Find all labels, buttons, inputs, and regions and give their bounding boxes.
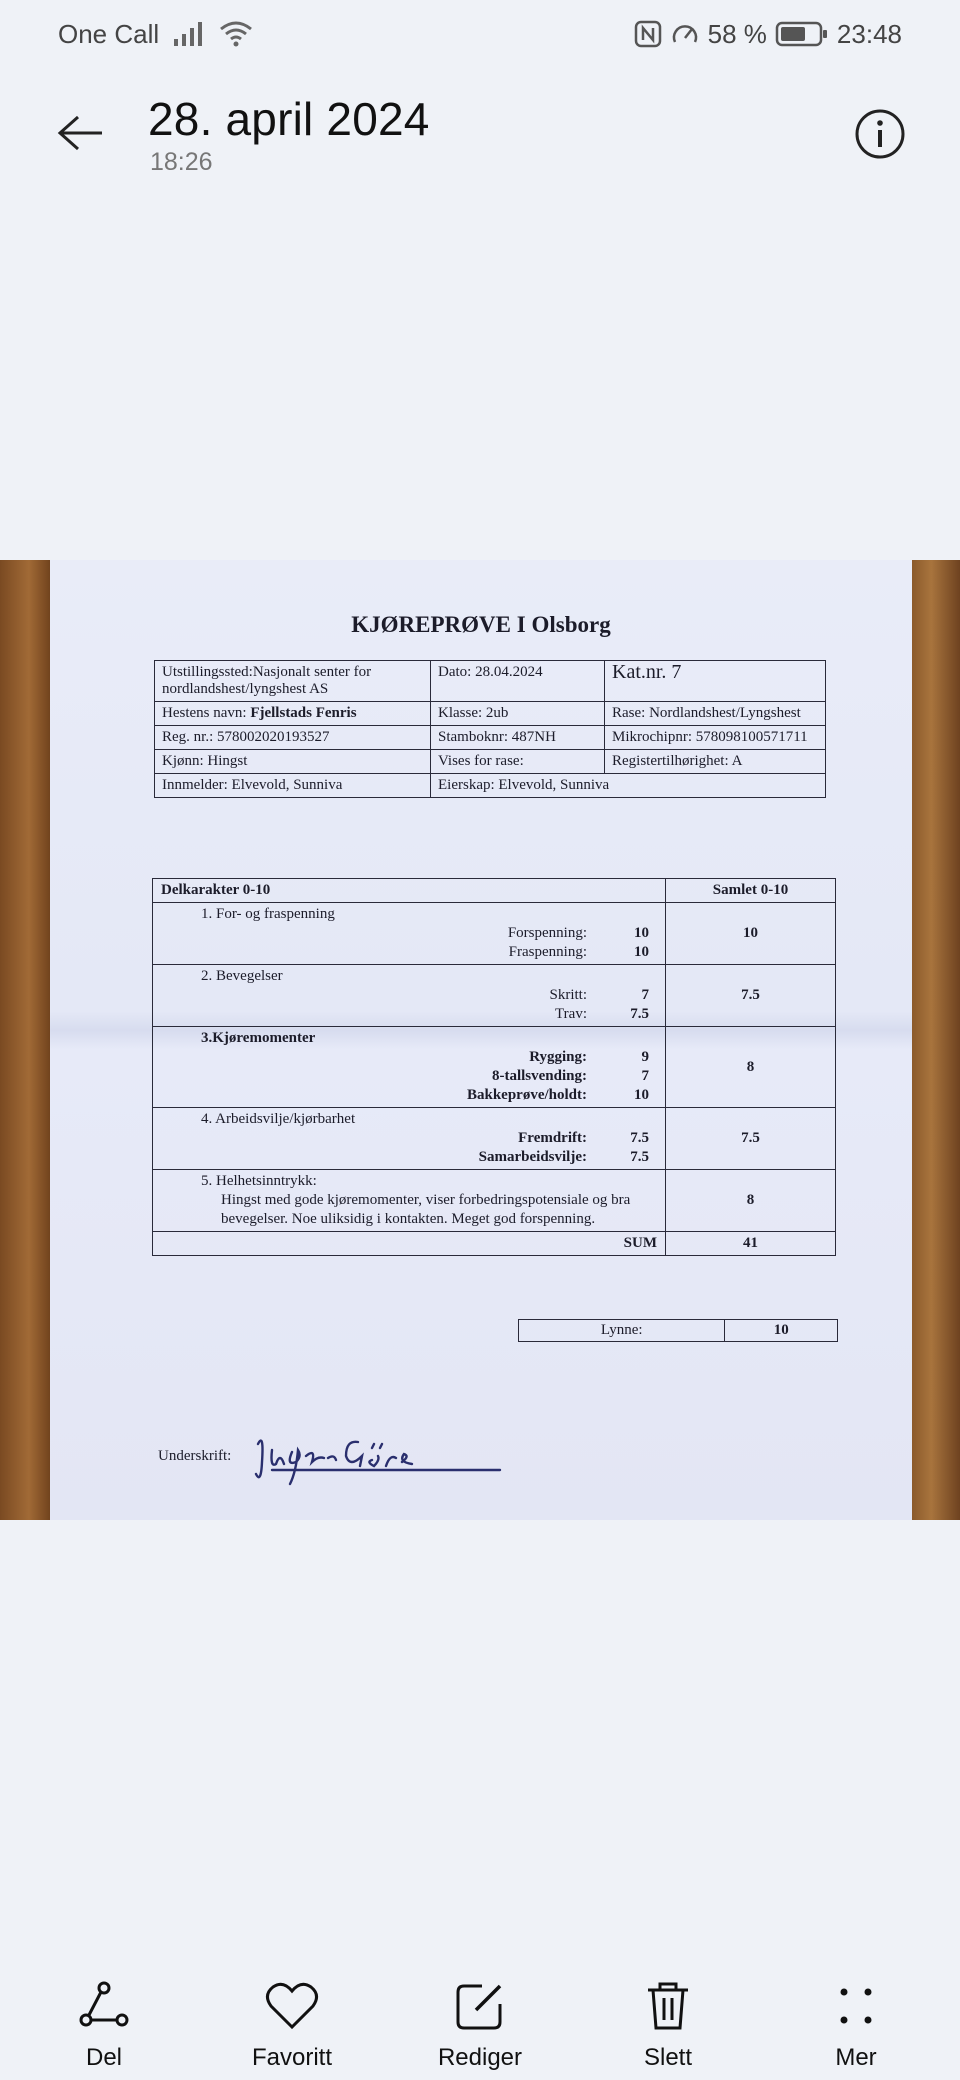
info-rase: Rase: Nordlandshest/Lyngshest (605, 702, 826, 726)
lynne-table (518, 1319, 838, 1342)
score-table (152, 878, 836, 1256)
app-header (0, 68, 960, 198)
photo-viewer[interactable] (0, 560, 960, 1520)
section-name: 1. For- og fraspenning (201, 906, 335, 922)
bottom-toolbar (0, 1950, 960, 2080)
item-label: Forspenning: (507, 925, 587, 941)
section-total: 7.5 (666, 1108, 836, 1170)
item-value: 10 (634, 1087, 649, 1103)
item-value: 10 (634, 944, 649, 960)
info-reg-nr: Reg. nr.: 578002020193527 (155, 726, 431, 750)
info-button[interactable] (850, 104, 910, 164)
section-name: 2. Bevegelser (201, 968, 283, 984)
info-innmelder: Innmelder: Elvevold, Sunniva (155, 774, 431, 798)
share-button[interactable] (29, 1978, 179, 2072)
item-label: Fremdrift: (518, 1130, 587, 1146)
item-label: Rygging: (529, 1049, 587, 1065)
status-bar (0, 0, 960, 68)
signal-icon (173, 21, 205, 47)
hestens-navn-value: Fjellstads Fenris (250, 705, 357, 721)
section-name: 3.Kjøremomenter (201, 1030, 316, 1046)
item-label: Samarbeidsvilje: (478, 1149, 587, 1165)
info-registertilhorighet: Registertilhørighet: A (605, 750, 826, 774)
section-total: 7.5 (666, 965, 836, 1027)
page-title: 28. april 2024 (148, 93, 430, 145)
section-name: 5. Helhetsinntrykk: (201, 1173, 317, 1189)
carrier-name: One Call (58, 18, 160, 49)
hestens-navn-label: Hestens navn: (162, 705, 247, 721)
info-utstillingssted: Utstillingssted:Nasjonalt senter for nordlandshest/lyngshest AS (155, 661, 431, 702)
sum-value: 41 (666, 1232, 836, 1256)
delete-button[interactable] (593, 1978, 743, 2072)
signature-label: Underskrift: (158, 1448, 232, 1464)
helhet-comment: Hingst med gode kjøremomenter, viser forbedringspotensiale og bra bevegelser. Noe uliksidig i kontakten. Meget god forspenning. (221, 1192, 631, 1227)
page-subtitle: 18:26 (150, 148, 213, 176)
info-eierskap: Eierskap: Elvevold, Sunniva (431, 774, 826, 798)
score-section (153, 1170, 836, 1232)
score-section (153, 965, 836, 1027)
item-label: 8-tallsvending: (491, 1068, 587, 1084)
speedometer-icon (670, 20, 700, 48)
info-icon (853, 107, 907, 161)
info-stamboknr: Stamboknr: 487NH (431, 726, 605, 750)
item-value: 7.5 (630, 1149, 649, 1165)
favorite-label: Favoritt (251, 2044, 332, 2071)
document-paper (50, 560, 912, 1520)
more-label: Mer (835, 2044, 877, 2071)
score-section (153, 1027, 836, 1108)
share-label: Del (85, 2044, 122, 2071)
battery-percent: 58 % (707, 18, 767, 49)
edit-label: Rediger (437, 2044, 523, 2071)
share-icon (76, 1978, 132, 2034)
item-value: 9 (641, 1049, 649, 1065)
info-hestens-navn (155, 702, 431, 726)
section-name: 4. Arbeidsvilje/kjørbarhet (201, 1111, 356, 1127)
item-value: 7.5 (630, 1130, 649, 1146)
item-value: 7 (641, 1068, 649, 1084)
item-value: 7 (641, 987, 649, 1003)
lynne-label: Lynne: (519, 1320, 725, 1342)
info-kjonn: Kjønn: Hingst (155, 750, 431, 774)
score-section (153, 1108, 836, 1170)
section-total: 8 (666, 1170, 836, 1232)
sum-label: SUM (153, 1232, 666, 1256)
horse-info-table (154, 660, 826, 798)
clock: 23:48 (836, 18, 902, 49)
info-dato: Dato: 28.04.2024 (431, 661, 605, 702)
document-title: KJØREPRØVE I Olsborg (351, 612, 611, 637)
section-total: 8 (666, 1027, 836, 1108)
signature (250, 1422, 510, 1492)
item-label: Trav: (555, 1006, 587, 1022)
item-label: Skritt: (549, 987, 587, 1003)
info-klasse: Klasse: 2ub (431, 702, 605, 726)
info-vises-for-rase: Vises for rase: (431, 750, 605, 774)
info-kat: Kat.nr. 7 (605, 661, 826, 702)
battery-icon (775, 20, 829, 48)
item-label: Bakkeprøve/holdt: (466, 1087, 587, 1103)
item-value: 10 (634, 925, 649, 941)
more-icon (828, 1978, 884, 2034)
item-label: Fraspenning: (508, 944, 587, 960)
nfc-icon (634, 20, 662, 48)
edit-button[interactable] (405, 1978, 555, 2072)
lynne-value: 10 (725, 1320, 838, 1342)
heart-icon (264, 1978, 320, 2034)
score-header-left: Delkarakter 0-10 (153, 879, 666, 903)
info-mikrochip: Mikrochipnr: 578098100571711 (605, 726, 826, 750)
arrow-left-icon (56, 113, 106, 153)
wifi-icon (219, 20, 253, 48)
back-button[interactable] (50, 102, 112, 164)
edit-icon (452, 1978, 508, 2034)
item-value: 7.5 (630, 1006, 649, 1022)
score-header-right: Samlet 0-10 (666, 879, 836, 903)
score-section (153, 903, 836, 965)
delete-label: Slett (643, 2044, 693, 2071)
more-button[interactable] (781, 1978, 931, 2072)
favorite-button[interactable] (217, 1978, 367, 2072)
trash-icon (640, 1978, 696, 2034)
section-total: 10 (666, 903, 836, 965)
